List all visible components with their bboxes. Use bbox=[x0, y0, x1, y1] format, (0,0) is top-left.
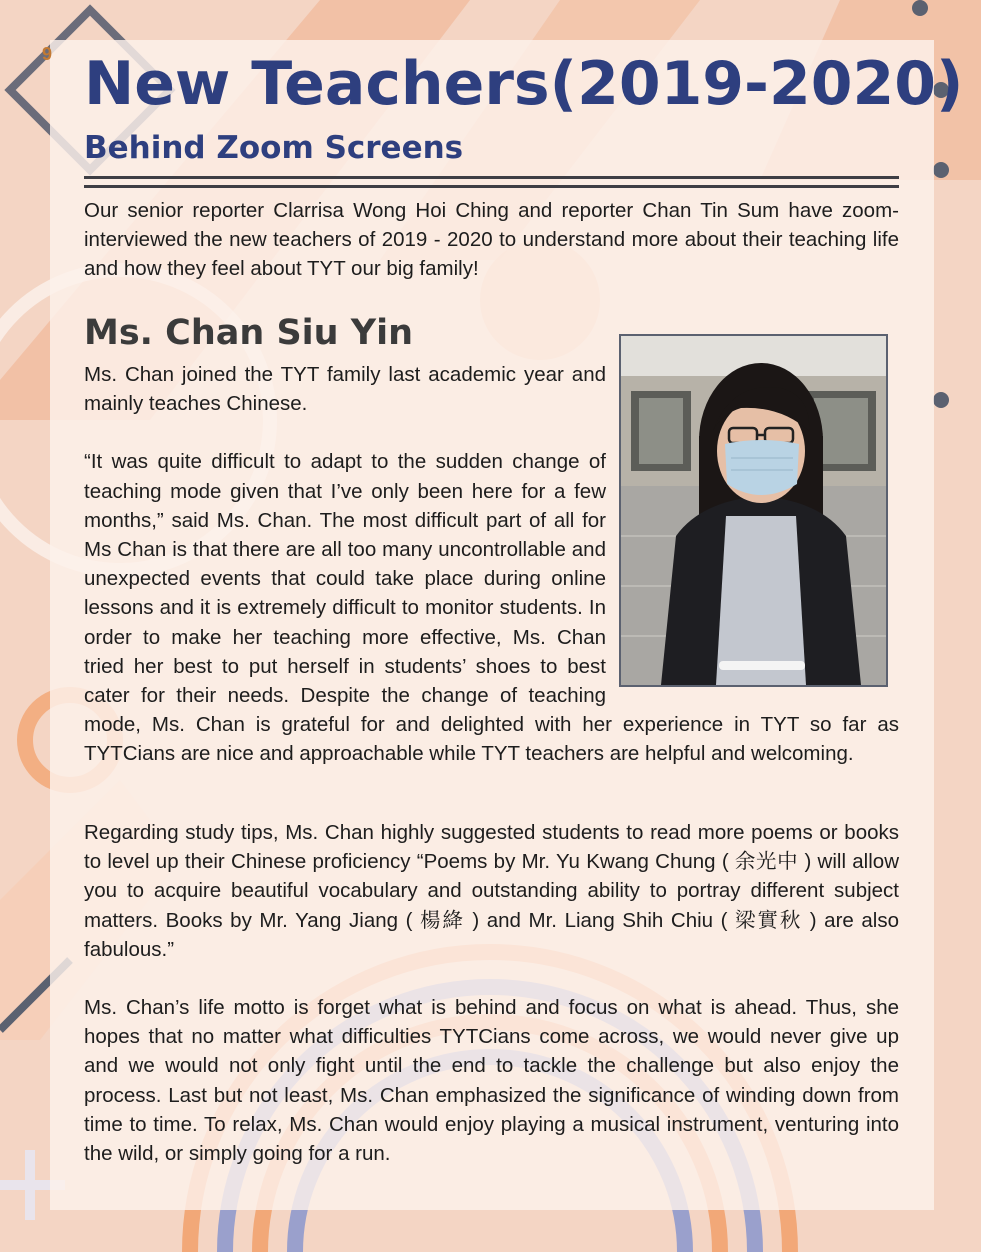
paragraph-life-motto: Ms. Chan’s life motto is forget what is behind and focus on what is ahead. Thus, she hopes that no matter what difficulties TYTCians come across, we would never give up and we would not only fight until the end to tackle the challenge but also enjoy the process. Last but not least, Ms. Chan emphasized the significance of winding down from time to time. To relax, Ms. Chan would enjoy playing a musical instrument, venturing into the wild, or simply going for a run. bbox=[84, 996, 899, 1166]
intro-paragraph: Our senior reporter Clarrisa Wong Hoi Ching and reporter Chan Tin Sum have zoom-interviewed the new teachers of 2019 - 2020 to understand more about their teaching life and how they feel about TYT our big family! bbox=[84, 199, 899, 281]
page-subtitle: Behind Zoom Screens bbox=[84, 130, 464, 166]
divider-line-top bbox=[84, 176, 899, 179]
profile-body bbox=[84, 360, 899, 769]
page-title: New Teachers(2019-2020) bbox=[84, 49, 964, 119]
teacher-name: Ms. Chan Siu Yin bbox=[84, 313, 414, 353]
page-number: 9 bbox=[42, 44, 53, 64]
paragraph-adaptation: “It was quite difficult to adapt to the sudden change of teaching mode given that I’ve only been here for a few months,” said Ms. Chan. The most difficult part of all for Ms Chan is that there are all too many uncontrollable and unexpected events that could take place during online lessons and it is extremely difficult to monitor students. In order to make her teaching more effective, Ms. Chan tried her best to put herself in students’ shoes to best cater for their needs. Despite the change of teaching mode, Ms. Chan is grateful for and delighted with her experience in TYT so far as TYTCians are nice and approachable while TYT teachers are helpful and welcoming. bbox=[84, 450, 899, 766]
photo-spacer bbox=[606, 360, 899, 690]
divider-line-bottom bbox=[84, 185, 899, 188]
paragraph-intro: Ms. Chan joined the TYT family last academic year and mainly teaches Chinese. bbox=[84, 363, 606, 416]
paragraph-study-tips: Regarding study tips, Ms. Chan highly suggested students to read more poems or books to level up their Chinese proficiency “Poems by Mr. Yu Kwang Chung ( 余光中 ) will allow you to acquire beautiful vocabulary and outstanding ability to portray different subject matters. Books by Mr. Yang Jiang ( 楊絳 ) and Mr. Liang Shih Chiu ( 梁實秋 ) are also fabulous.” bbox=[84, 821, 899, 961]
